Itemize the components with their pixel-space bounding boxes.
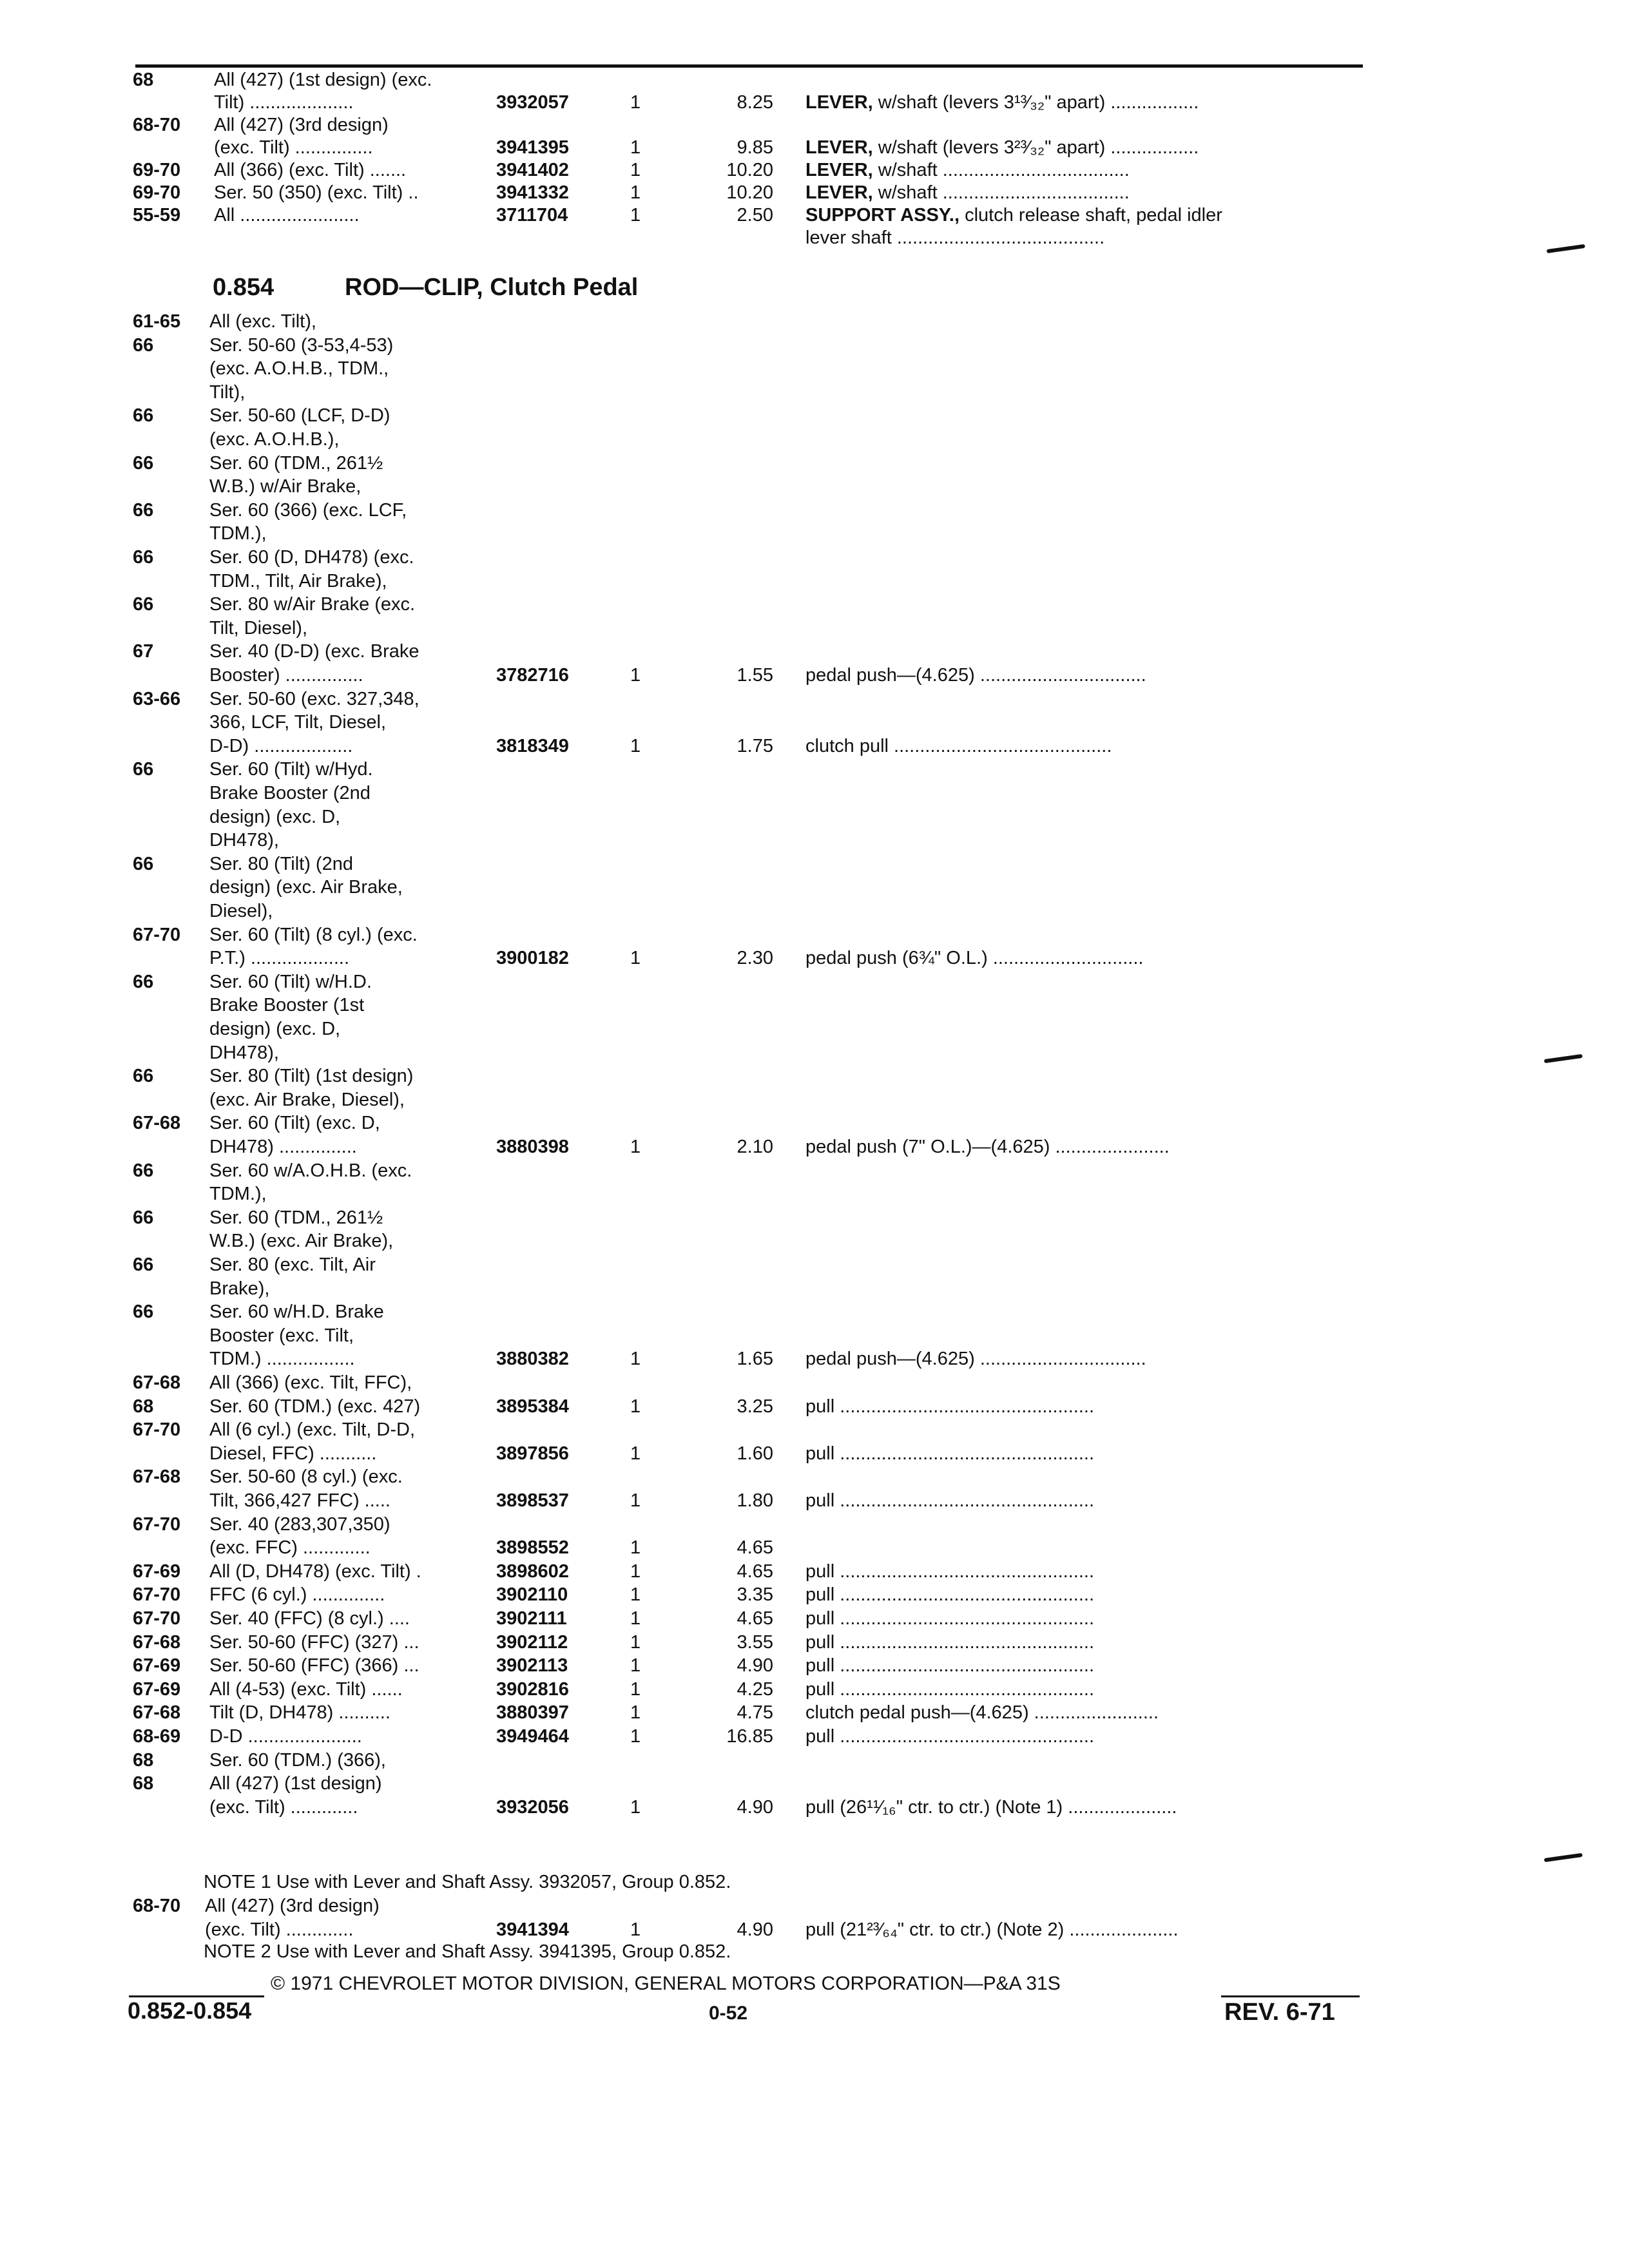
table-row — [0, 204, 1629, 227]
part-number: 3880397 — [496, 1702, 569, 1724]
description: clutch pull .......................................... — [805, 735, 1112, 756]
model-year: 66 — [133, 1254, 154, 1275]
quantity: 1 — [630, 160, 641, 180]
model-year: 68 — [133, 1773, 154, 1794]
table-row — [0, 1135, 1629, 1158]
quantity: 1 — [630, 137, 641, 158]
model-year: 67-69 — [133, 1561, 181, 1582]
part-number: 3902112 — [496, 1631, 568, 1653]
application: Ser. 60 (D, DH478) (exc. — [209, 547, 414, 568]
table-row — [0, 1206, 1629, 1229]
note-1: NOTE 1 Use with Lever and Shaft Assy. 3932057, Group 0.852. — [204, 1872, 731, 1892]
table-row — [0, 1725, 1629, 1748]
group-number: 0.852-0.854 — [128, 1997, 252, 2024]
quantity: 1 — [630, 735, 641, 756]
model-year: 68 — [133, 70, 154, 90]
table-row — [0, 1041, 1629, 1064]
table-row — [0, 1513, 1629, 1536]
description-keyword: LEVER, — [805, 182, 873, 203]
model-year: 68-70 — [133, 1896, 181, 1916]
model-year: 67-68 — [133, 1702, 181, 1724]
table-row — [0, 1489, 1629, 1512]
application: All (427) (3rd design) — [205, 1896, 380, 1916]
copyright-line: © 1971 CHEVROLET MOTOR DIVISION, GENERAL MOTORS CORPORATION—P&A 31S — [271, 1973, 1061, 1994]
application: Ser. 60 (TDM., 261½ — [209, 452, 383, 474]
model-year: 67-70 — [133, 924, 181, 945]
description: pedal push (6¾" O.L.) ............................. — [805, 948, 1144, 969]
price: 8.25 — [737, 92, 773, 113]
application: All ....................... — [214, 205, 360, 226]
table-row — [0, 687, 1629, 711]
table-row — [0, 1465, 1629, 1488]
table-row — [0, 1772, 1629, 1795]
description: pull ................................................. — [805, 1726, 1094, 1747]
table-row — [0, 970, 1629, 994]
table-row — [0, 381, 1629, 404]
quantity: 1 — [630, 182, 641, 203]
table-row — [0, 617, 1629, 640]
price: 10.20 — [726, 160, 773, 180]
application: Ser. 40 (283,307,350) — [209, 1514, 390, 1535]
table-row — [0, 758, 1629, 781]
table-row — [0, 640, 1629, 663]
model-year: 67-68 — [133, 1631, 181, 1653]
price: 3.55 — [737, 1631, 773, 1653]
model-year: 67-68 — [133, 1466, 181, 1488]
model-year: 69-70 — [133, 160, 181, 180]
price: 4.65 — [737, 1561, 773, 1582]
application: TDM.), — [209, 523, 267, 544]
section-title: ROD—CLIP, Clutch Pedal — [345, 274, 639, 301]
table-row — [0, 1159, 1629, 1182]
application: DH478), — [209, 1042, 279, 1063]
application: All (exc. Tilt), — [209, 311, 316, 332]
application: D-D ...................... — [209, 1726, 362, 1747]
table-row — [0, 1607, 1629, 1630]
part-number: 3932056 — [496, 1796, 569, 1818]
model-year: 67-70 — [133, 1608, 181, 1629]
part-number: 3900182 — [496, 948, 569, 969]
table-row — [0, 181, 1629, 204]
table-row — [0, 1111, 1629, 1135]
description: SUPPORT ASSY., clutch release shaft, pedal idler — [805, 205, 1222, 226]
price: 10.20 — [726, 182, 773, 203]
model-year: 66 — [133, 452, 154, 474]
application: TDM.) ................. — [209, 1349, 355, 1370]
model-year: 68 — [133, 1749, 154, 1771]
part-number: 3941332 — [496, 182, 569, 203]
note-2: NOTE 2 Use with Lever and Shaft Assy. 3941395, Group 0.852. — [204, 1941, 731, 1962]
price: 3.35 — [737, 1584, 773, 1606]
table-row — [0, 805, 1629, 829]
description: pull ................................................. — [805, 1608, 1094, 1629]
table-row — [0, 1418, 1629, 1441]
table-row — [0, 452, 1629, 475]
part-number: 3941394 — [496, 1919, 569, 1940]
table-row — [0, 1654, 1629, 1677]
description: pedal push—(4.625) ................................ — [805, 665, 1146, 686]
application: Booster) ............... — [209, 665, 363, 686]
quantity: 1 — [630, 1678, 641, 1700]
table-row — [0, 357, 1629, 380]
application: 366, LCF, Tilt, Diesel, — [209, 712, 386, 733]
model-year: 67-68 — [133, 1113, 181, 1134]
application: design) (exc. Air Brake, — [209, 877, 403, 898]
table-row — [0, 546, 1629, 569]
application: Tilt) .................... — [214, 92, 354, 113]
part-number: 3818349 — [496, 735, 569, 756]
price: 16.85 — [726, 1726, 773, 1747]
description: pull ................................................. — [805, 1561, 1094, 1582]
table-row — [0, 1701, 1629, 1724]
application: Ser. 80 (Tilt) (2nd — [209, 853, 353, 874]
quantity: 1 — [630, 1631, 641, 1653]
table-row — [0, 1088, 1629, 1111]
quantity: 1 — [630, 1490, 641, 1511]
table-row — [0, 113, 1629, 137]
price: 4.75 — [737, 1702, 773, 1724]
application: Ser. 60 w/H.D. Brake — [209, 1302, 384, 1323]
price: 2.50 — [737, 205, 773, 226]
part-number: 3782716 — [496, 665, 569, 686]
table-row — [0, 1277, 1629, 1300]
price: 1.75 — [737, 735, 773, 756]
table-row — [0, 310, 1629, 333]
table-row — [0, 1796, 1629, 1819]
quantity: 1 — [630, 1561, 641, 1582]
application: Ser. 60 w/A.O.H.B. (exc. — [209, 1160, 412, 1181]
model-year: 66 — [133, 759, 154, 780]
table-row — [0, 1253, 1629, 1276]
price: 4.65 — [737, 1537, 773, 1559]
application: Ser. 60 (Tilt) w/Hyd. — [209, 759, 373, 780]
price: 2.10 — [737, 1137, 773, 1157]
description: pedal push—(4.625) ................................ — [805, 1349, 1146, 1370]
table-row — [0, 711, 1629, 734]
quantity: 1 — [630, 1702, 641, 1724]
part-number: 3902816 — [496, 1678, 569, 1700]
table-row — [0, 876, 1629, 899]
application: Brake Booster (1st — [209, 995, 365, 1016]
part-number: 3711704 — [496, 205, 568, 226]
description: pull ................................................. — [805, 1490, 1094, 1511]
application: Tilt), — [209, 381, 246, 403]
table-row — [0, 428, 1629, 451]
description: pull (21²³⁄₆₄" ctr. to ctr.) (Note 2) ..................... — [805, 1919, 1179, 1940]
application: Booster (exc. Tilt, — [209, 1325, 354, 1346]
application: Diesel), — [209, 901, 273, 921]
application: (exc. Tilt) ............... — [214, 137, 373, 158]
description: LEVER, w/shaft .................................... — [805, 182, 1130, 203]
application: TDM., Tilt, Air Brake), — [209, 570, 387, 591]
part-number: 3898602 — [496, 1561, 569, 1582]
application: (exc. Tilt) ............. — [205, 1919, 354, 1940]
application: P.T.) ................... — [209, 948, 350, 969]
application: All (427) (1st design) (exc. — [214, 70, 432, 90]
table-row — [0, 923, 1629, 947]
quantity: 1 — [630, 1655, 641, 1677]
description: pull ................................................. — [805, 1655, 1094, 1677]
application: design) (exc. D, — [209, 1019, 341, 1039]
model-year: 55-59 — [133, 205, 181, 226]
application: (exc. Air Brake, Diesel), — [209, 1089, 405, 1110]
table-row — [0, 1918, 1629, 1941]
model-year: 67-70 — [133, 1419, 181, 1441]
table-row — [0, 1536, 1629, 1559]
table-row — [0, 1442, 1629, 1465]
model-year: 66 — [133, 853, 154, 874]
description: LEVER, w/shaft (levers 3¹³⁄₃₂" apart) ................. — [805, 92, 1199, 113]
description-keyword: LEVER, — [805, 160, 873, 180]
application: W.B.) (exc. Air Brake), — [209, 1231, 394, 1252]
model-year: 63-66 — [133, 688, 181, 709]
application: FFC (6 cyl.) .............. — [209, 1584, 385, 1606]
quantity: 1 — [630, 1608, 641, 1629]
description-keyword: LEVER, — [805, 92, 873, 113]
part-number: 3941402 — [496, 160, 569, 180]
application: Ser. 60 (TDM.) (366), — [209, 1749, 386, 1771]
model-year: 66 — [133, 1066, 154, 1087]
table-row — [0, 68, 1629, 91]
application: (exc. FFC) ............. — [209, 1537, 371, 1559]
model-year: 66 — [133, 547, 154, 568]
part-number: 3880382 — [496, 1349, 569, 1370]
table-row — [0, 593, 1629, 616]
application: (exc. A.O.H.B.), — [209, 429, 340, 450]
part-number: 3902111 — [496, 1608, 567, 1629]
footer-rule-right — [1221, 1995, 1360, 1997]
model-year: 66 — [133, 1160, 154, 1181]
application: All (427) (1st design) — [209, 1773, 382, 1794]
model-year: 68-69 — [133, 1726, 181, 1747]
binding-mark — [1544, 1853, 1583, 1862]
table-row — [0, 947, 1629, 970]
description: pull ................................................. — [805, 1443, 1094, 1464]
part-number: 3898537 — [496, 1490, 569, 1511]
table-row — [0, 994, 1629, 1017]
table-row — [0, 1371, 1629, 1394]
table-row — [0, 899, 1629, 923]
table-row — [0, 1017, 1629, 1041]
model-year: 66 — [133, 1207, 154, 1228]
application: Ser. 60 (TDM., 261½ — [209, 1207, 383, 1228]
table-row — [0, 1678, 1629, 1701]
top-rule — [135, 64, 1363, 68]
application: Tilt, 366,427 FFC) ..... — [209, 1490, 390, 1511]
part-number: 3898552 — [496, 1537, 569, 1559]
price: 4.65 — [737, 1608, 773, 1629]
application: Ser. 80 (Tilt) (1st design) — [209, 1066, 414, 1087]
table-row — [0, 475, 1629, 498]
section-number: 0.854 — [213, 274, 275, 301]
application: All (6 cyl.) (exc. Tilt, D-D, — [209, 1419, 416, 1441]
table-row — [0, 852, 1629, 876]
table-row — [0, 1395, 1629, 1418]
application: (exc. Tilt) ............. — [209, 1796, 358, 1818]
table-row — [0, 1347, 1629, 1370]
quantity: 1 — [630, 1443, 641, 1464]
application: All (366) (exc. Tilt) ....... — [214, 160, 407, 180]
quantity: 1 — [630, 665, 641, 686]
application: W.B.) w/Air Brake, — [209, 476, 361, 497]
application: Ser. 60 (Tilt) w/H.D. — [209, 971, 372, 992]
application: All (D, DH478) (exc. Tilt) . — [209, 1561, 421, 1582]
application: Brake Booster (2nd — [209, 783, 371, 803]
quantity: 1 — [630, 1537, 641, 1559]
model-year: 69-70 — [133, 182, 181, 203]
part-number: 3897856 — [496, 1443, 569, 1464]
application: Ser. 50 (350) (exc. Tilt) .. — [214, 182, 419, 203]
application: Tilt (D, DH478) .......... — [209, 1702, 390, 1724]
model-year: 67-70 — [133, 1584, 181, 1606]
application: Ser. 60 (Tilt) (8 cyl.) (exc. — [209, 924, 418, 945]
table-row — [0, 735, 1629, 758]
price: 9.85 — [737, 137, 773, 158]
table-row — [0, 829, 1629, 852]
model-year: 61-65 — [133, 311, 181, 332]
description: pedal push (7" O.L.)—(4.625) ...................... — [805, 1137, 1170, 1157]
quantity: 1 — [630, 92, 641, 113]
model-year: 66 — [133, 594, 154, 615]
description: pull ................................................. — [805, 1631, 1094, 1653]
quantity: 1 — [630, 1796, 641, 1818]
model-year: 66 — [133, 499, 154, 521]
quantity: 1 — [630, 205, 641, 226]
application: Ser. 50-60 (3-53,4-53) — [209, 334, 394, 356]
part-number: 3895384 — [496, 1396, 569, 1417]
quantity: 1 — [630, 1584, 641, 1606]
application: Ser. 60 (Tilt) (exc. D, — [209, 1113, 380, 1134]
quantity: 1 — [630, 1726, 641, 1747]
table-row — [0, 499, 1629, 522]
part-number: 3932057 — [496, 92, 569, 113]
table-row — [0, 91, 1629, 114]
price: 1.65 — [737, 1349, 773, 1370]
page-number: 0-52 — [709, 2003, 748, 2024]
table-row — [0, 159, 1629, 182]
application: Ser. 40 (FFC) (8 cyl.) .... — [209, 1608, 410, 1629]
price: 2.30 — [737, 948, 773, 969]
application: (exc. A.O.H.B., TDM., — [209, 358, 389, 380]
part-number: 3902110 — [496, 1584, 568, 1606]
model-year: 67-68 — [133, 1372, 181, 1393]
application: Ser. 50-60 (exc. 327,348, — [209, 688, 419, 709]
table-row — [0, 1894, 1629, 1917]
application: DH478) ............... — [209, 1137, 357, 1157]
table-row — [0, 522, 1629, 545]
application: Ser. 60 (366) (exc. LCF, — [209, 499, 407, 521]
quantity: 1 — [630, 1919, 641, 1940]
part-number: 3902113 — [496, 1655, 568, 1677]
description: clutch pedal push—(4.625) ........................ — [805, 1702, 1159, 1724]
quantity: 1 — [630, 1137, 641, 1157]
table-row — [0, 404, 1629, 427]
application: Tilt, Diesel), — [209, 617, 307, 639]
application: Brake), — [209, 1278, 270, 1299]
model-year: 66 — [133, 405, 154, 427]
model-year: 67 — [133, 641, 154, 662]
model-year: 67-69 — [133, 1678, 181, 1700]
table-row — [0, 664, 1629, 687]
description: pull ................................................. — [805, 1678, 1094, 1700]
application: Ser. 50-60 (FFC) (366) ... — [209, 1655, 419, 1677]
table-row — [0, 1064, 1629, 1088]
price: 1.55 — [737, 665, 773, 686]
price: 1.60 — [737, 1443, 773, 1464]
description: pull (26¹¹⁄₁₆" ctr. to ctr.) (Note 1) ..................... — [805, 1796, 1177, 1818]
quantity: 1 — [630, 1396, 641, 1417]
application: All (366) (exc. Tilt, FFC), — [209, 1372, 412, 1393]
table-row — [0, 1300, 1629, 1323]
application: Ser. 50-60 (LCF, D-D) — [209, 405, 390, 427]
application: design) (exc. D, — [209, 806, 341, 827]
part-number: 3949464 — [496, 1726, 569, 1747]
description: lever shaft ........................................ — [805, 227, 1105, 248]
model-year: 68 — [133, 1396, 154, 1417]
quantity: 1 — [630, 948, 641, 969]
revision-date: REV. 6-71 — [1224, 1999, 1335, 2026]
table-row — [0, 1631, 1629, 1654]
price: 4.90 — [737, 1796, 773, 1818]
application: Ser. 50-60 (8 cyl.) (exc. — [209, 1466, 403, 1488]
price: 4.90 — [737, 1919, 773, 1940]
application: TDM.), — [209, 1184, 267, 1205]
price: 3.25 — [737, 1396, 773, 1417]
application: Ser. 80 (exc. Tilt, Air — [209, 1254, 376, 1275]
application: Ser. 50-60 (FFC) (327) ... — [209, 1631, 419, 1653]
application: Ser. 40 (D-D) (exc. Brake — [209, 641, 419, 662]
application: All (4-53) (exc. Tilt) ...... — [209, 1678, 403, 1700]
description: pull ................................................. — [805, 1396, 1094, 1417]
application: DH478), — [209, 830, 279, 851]
table-row — [0, 570, 1629, 593]
application: D-D) ................... — [209, 735, 353, 756]
model-year: 66 — [133, 971, 154, 992]
table-row — [0, 334, 1629, 357]
table-row — [0, 1560, 1629, 1583]
description: LEVER, w/shaft (levers 3²³⁄₃₂" apart) ................. — [805, 137, 1199, 158]
model-year: 66 — [133, 1302, 154, 1323]
price: 1.80 — [737, 1490, 773, 1511]
price: 4.25 — [737, 1678, 773, 1700]
application: Ser. 60 (TDM.) (exc. 427) — [209, 1396, 421, 1417]
table-row — [0, 1749, 1629, 1772]
part-number: 3941395 — [496, 137, 569, 158]
table-row — [0, 1182, 1629, 1206]
model-year: 67-70 — [133, 1514, 181, 1535]
table-row — [0, 1229, 1629, 1253]
application: Diesel, FFC) ........... — [209, 1443, 377, 1464]
part-number: 3880398 — [496, 1137, 569, 1157]
description-keyword: LEVER, — [805, 137, 873, 158]
quantity: 1 — [630, 1349, 641, 1370]
description: pull ................................................. — [805, 1584, 1094, 1606]
description: LEVER, w/shaft .................................... — [805, 160, 1130, 180]
table-row — [0, 226, 1629, 249]
table-row — [0, 1324, 1629, 1347]
description-keyword: SUPPORT ASSY., — [805, 205, 960, 226]
table-row — [0, 1583, 1629, 1606]
model-year: 67-69 — [133, 1655, 181, 1677]
application: All (427) (3rd design) — [214, 115, 389, 135]
table-row — [0, 136, 1629, 159]
model-year: 66 — [133, 334, 154, 356]
table-row — [0, 782, 1629, 805]
price: 4.90 — [737, 1655, 773, 1677]
application: Ser. 80 w/Air Brake (exc. — [209, 594, 416, 615]
model-year: 68-70 — [133, 115, 181, 135]
